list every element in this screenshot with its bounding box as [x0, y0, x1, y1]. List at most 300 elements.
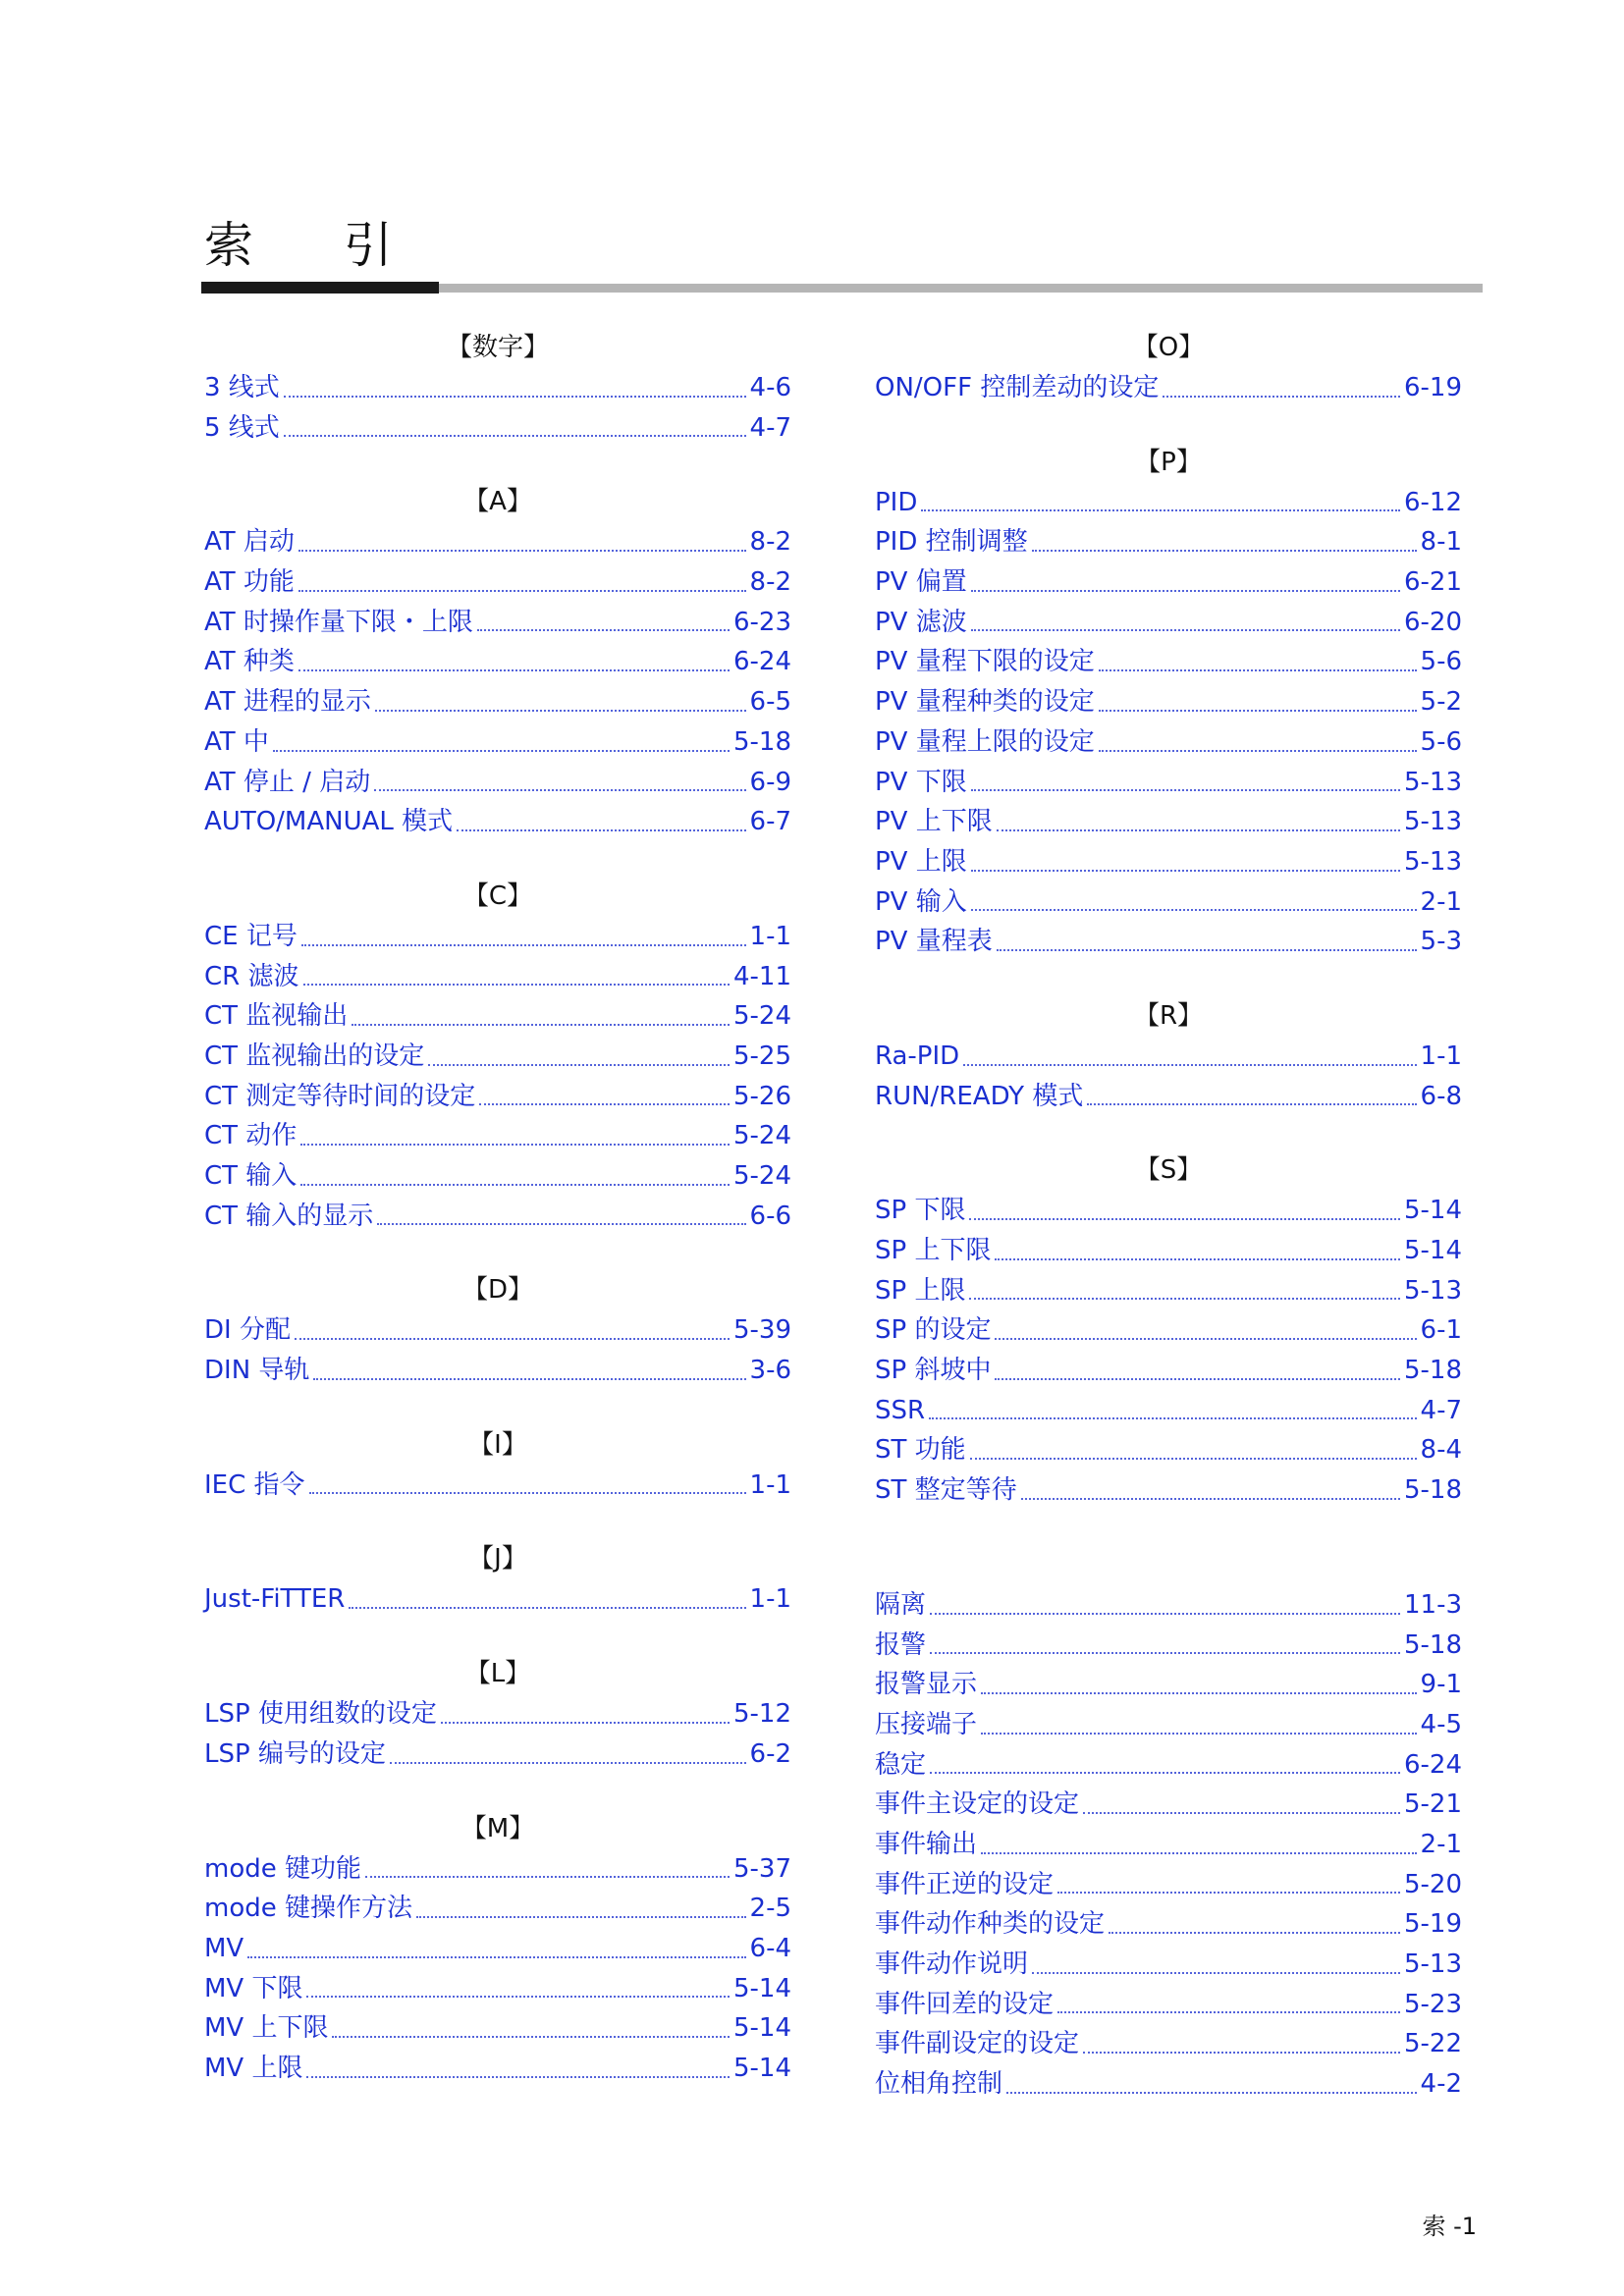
dot-leader — [1057, 1865, 1400, 1905]
dot-leader — [970, 1430, 1417, 1470]
index-term: AT 进程的显示 — [204, 687, 371, 718]
dot-leader — [300, 1156, 730, 1197]
index-term: 压接端子 — [875, 1709, 978, 1739]
page-reference: 5-22 — [1403, 2029, 1462, 2059]
page-reference: 6-24 — [732, 647, 791, 677]
index-term: 位相角控制 — [875, 2069, 1003, 2100]
dot-leader — [306, 2049, 730, 2089]
index-term: LSP 使用组数的设定 — [204, 1699, 437, 1730]
page-reference: 4-11 — [732, 961, 791, 991]
index-entry[interactable] — [204, 1197, 791, 1237]
dot-leader — [428, 1037, 730, 1077]
index-entry[interactable] — [875, 1745, 1462, 1786]
index-entry[interactable] — [875, 1231, 1462, 1271]
index-entry[interactable] — [875, 1351, 1462, 1391]
index-entry[interactable] — [204, 1116, 791, 1156]
index-entry[interactable] — [875, 922, 1462, 962]
dot-leader — [981, 1665, 1417, 1705]
page-reference: 5-13 — [1403, 1275, 1462, 1306]
page-reference: 5-6 — [1420, 647, 1462, 677]
index-entry[interactable] — [204, 1694, 791, 1735]
section-heading: 【P】 — [1135, 447, 1202, 477]
index-entry[interactable] — [875, 1191, 1462, 1231]
dot-leader — [1163, 368, 1400, 408]
index-entry[interactable] — [875, 2024, 1462, 2064]
dot-leader — [377, 1197, 745, 1237]
index-term: CT 监视输出 — [204, 1001, 349, 1032]
index-section — [204, 876, 791, 1237]
index-entry[interactable] — [875, 1865, 1462, 1905]
index-section — [875, 995, 1462, 1116]
title-rule-light — [439, 284, 1483, 293]
section-gap — [875, 1511, 1462, 1544]
index-term: PV 偏置 — [875, 567, 967, 598]
index-entry[interactable] — [204, 1156, 791, 1197]
dot-leader — [441, 1694, 730, 1735]
dot-leader — [929, 1391, 1416, 1431]
index-term: MV — [204, 1933, 244, 1963]
index-entry[interactable] — [875, 368, 1462, 408]
index-term: MV 上限 — [204, 2053, 303, 2083]
index-term: CE 记号 — [204, 921, 298, 951]
index-term: RUN/READY 模式 — [875, 1081, 1084, 1111]
index-section — [204, 1808, 791, 2089]
index-section — [204, 1269, 791, 1390]
dot-leader — [971, 763, 1400, 803]
index-term: PID 控制调整 — [875, 527, 1028, 558]
dot-leader — [930, 1585, 1400, 1626]
section-gap — [204, 1775, 791, 1808]
index-entry[interactable] — [875, 682, 1462, 722]
dot-leader — [284, 368, 746, 408]
page-reference: 6-9 — [749, 767, 791, 797]
index-term: DIN 导轨 — [204, 1356, 310, 1386]
section-gap — [204, 842, 791, 876]
dot-leader — [1021, 1470, 1400, 1511]
index-entry[interactable] — [204, 603, 791, 643]
index-section — [875, 327, 1462, 408]
page-reference: 6-23 — [732, 607, 791, 637]
page-reference: 4-2 — [1420, 2069, 1462, 2100]
index-entry[interactable] — [204, 722, 791, 763]
index-entry[interactable] — [204, 1310, 791, 1351]
page-reference: 5-18 — [1403, 1356, 1462, 1386]
dot-leader — [374, 763, 745, 803]
dot-leader — [1057, 1985, 1400, 2025]
page-reference: 11-3 — [1403, 1589, 1462, 1620]
index-entry[interactable] — [875, 1626, 1462, 1666]
index-term: AT 功能 — [204, 567, 295, 598]
page-reference: 6-2 — [749, 1738, 791, 1769]
index-entry[interactable] — [204, 996, 791, 1037]
dot-leader — [971, 842, 1400, 882]
index-term: PV 下限 — [875, 767, 967, 797]
page-reference: 6-8 — [1420, 1081, 1462, 1111]
index-entry[interactable] — [875, 483, 1462, 523]
page-reference: 2-1 — [1420, 1829, 1462, 1859]
section-heading: 【M】 — [460, 1813, 535, 1843]
section-gap — [875, 1116, 1462, 1149]
index-entry[interactable] — [204, 1969, 791, 2009]
dot-leader — [365, 1849, 730, 1890]
page-folio: 索 -1 — [1422, 2213, 1477, 2240]
dot-leader — [375, 682, 746, 722]
index-section — [204, 1653, 791, 1774]
dot-leader — [273, 722, 730, 763]
index-entry[interactable] — [875, 842, 1462, 882]
page-reference: 5-13 — [1403, 807, 1462, 837]
section-heading: 【L】 — [464, 1659, 531, 1689]
dot-leader — [303, 957, 730, 997]
index-term: SP 上下限 — [875, 1236, 992, 1265]
index-entry[interactable] — [875, 882, 1462, 923]
dot-leader — [1099, 682, 1417, 722]
dot-leader — [416, 1889, 746, 1929]
section-heading: 【S】 — [1134, 1155, 1203, 1186]
section-heading: 【C】 — [462, 881, 533, 911]
index-term: PID — [875, 487, 918, 517]
page-reference: 5-20 — [1403, 1869, 1462, 1899]
index-entry[interactable] — [875, 1985, 1462, 2025]
index-entry[interactable] — [875, 562, 1462, 603]
index-entry[interactable] — [875, 1904, 1462, 1945]
index-term: AT 中 — [204, 726, 269, 757]
index-term: PV 量程上限的设定 — [875, 726, 1095, 757]
section-heading: 【O】 — [1132, 333, 1205, 362]
index-term: 事件动作种类的设定 — [875, 1909, 1106, 1940]
dot-leader — [995, 1310, 1416, 1351]
index-entry[interactable] — [875, 1825, 1462, 1865]
index-term: SP 下限 — [875, 1196, 966, 1226]
dot-leader — [1099, 722, 1417, 763]
index-term: AT 种类 — [204, 647, 295, 677]
section-heading: 【I】 — [468, 1429, 527, 1460]
index-entry[interactable] — [204, 2049, 791, 2089]
index-term: 报警 — [875, 1629, 927, 1660]
dot-leader — [1083, 1785, 1400, 1825]
dot-leader — [981, 1825, 1417, 1865]
dot-leader — [284, 408, 746, 449]
section-gap — [204, 1620, 791, 1653]
index-left-column — [204, 327, 791, 2089]
page-reference: 5-24 — [732, 1161, 791, 1191]
index-term: 报警显示 — [875, 1670, 978, 1700]
dot-leader — [995, 1351, 1400, 1391]
page-reference: 8-2 — [749, 527, 791, 558]
page-reference: 6-6 — [749, 1201, 791, 1231]
dot-leader — [1006, 2064, 1417, 2105]
page-reference: 5-14 — [732, 2013, 791, 2044]
page-reference: 1-1 — [749, 1469, 791, 1500]
page-reference: 6-5 — [749, 687, 791, 718]
dot-leader — [1109, 1904, 1400, 1945]
index-entry[interactable] — [875, 1470, 1462, 1511]
dot-leader — [1099, 642, 1417, 682]
index-term: CT 输入 — [204, 1161, 298, 1191]
index-entry[interactable] — [204, 1466, 791, 1506]
section-gap — [875, 408, 1462, 442]
index-term: CR 滤波 — [204, 961, 299, 991]
page-reference: 5-37 — [732, 1853, 791, 1884]
dot-leader — [995, 1231, 1400, 1271]
index-entry[interactable] — [875, 522, 1462, 562]
index-entry[interactable] — [204, 1849, 791, 1890]
page-reference: 5-21 — [1403, 1789, 1462, 1820]
index-entry[interactable] — [875, 1705, 1462, 1745]
dot-leader — [963, 1037, 1416, 1077]
index-term: ST 整定等待 — [875, 1475, 1017, 1506]
page-reference: 5-2 — [1420, 687, 1462, 718]
page-reference: 6-21 — [1403, 567, 1462, 598]
page-reference: 4-6 — [749, 373, 791, 402]
page-reference: 5-19 — [1403, 1909, 1462, 1940]
page-reference: 1-1 — [749, 1584, 791, 1615]
page-reference: 5-6 — [1420, 726, 1462, 757]
index-term: PV 量程种类的设定 — [875, 687, 1095, 718]
section-gap — [204, 1505, 791, 1538]
dot-leader — [300, 1116, 730, 1156]
index-term: 事件回差的设定 — [875, 1989, 1055, 2019]
dot-leader — [349, 1579, 745, 1620]
index-term: SP 的设定 — [875, 1315, 992, 1346]
index-term: AT 启动 — [204, 527, 295, 558]
index-entry[interactable] — [204, 408, 791, 449]
index-term: CT 输入的显示 — [204, 1201, 374, 1231]
section-gap — [875, 962, 1462, 995]
page-reference: 5-18 — [732, 726, 791, 757]
dot-leader — [930, 1626, 1400, 1666]
index-term: 事件动作说明 — [875, 1949, 1029, 1979]
index-term: CT 监视输出的设定 — [204, 1041, 425, 1071]
index-entry[interactable] — [875, 763, 1462, 803]
page-reference: 6-4 — [749, 1933, 791, 1963]
dot-leader — [971, 882, 1417, 923]
dot-leader — [1083, 2024, 1400, 2064]
page-reference: 5-18 — [1403, 1629, 1462, 1660]
index-section — [875, 1544, 1462, 2105]
page-reference: 6-1 — [1420, 1315, 1462, 1346]
section-gap — [204, 1391, 791, 1424]
index-entry[interactable] — [875, 1785, 1462, 1825]
section-heading: 【J】 — [468, 1544, 527, 1575]
index-entry[interactable] — [875, 1037, 1462, 1077]
page-reference: 3-6 — [749, 1356, 791, 1386]
dot-leader — [1032, 1945, 1400, 1985]
page-reference: 6-24 — [1403, 1749, 1462, 1780]
index-term: AT 停止 / 启动 — [204, 767, 371, 797]
page-reference: 2-1 — [1420, 886, 1462, 917]
page-reference: 5-18 — [1403, 1475, 1462, 1506]
page-reference: 6-7 — [749, 807, 791, 837]
index-term: 5 线式 — [204, 412, 280, 443]
index-entry[interactable] — [875, 1391, 1462, 1431]
dot-leader — [309, 1466, 746, 1506]
index-entry[interactable] — [875, 1430, 1462, 1470]
index-term: PV 滤波 — [875, 607, 967, 637]
index-term: mode 键操作方法 — [204, 1894, 412, 1924]
page-reference: 9-1 — [1420, 1670, 1462, 1700]
index-term: CT 测定等待时间的设定 — [204, 1081, 476, 1111]
page-reference: 1-1 — [1420, 1041, 1462, 1071]
index-entry[interactable] — [204, 957, 791, 997]
dot-leader — [352, 996, 730, 1037]
index-entry[interactable] — [875, 1585, 1462, 1626]
index-right-column — [875, 327, 1462, 2105]
index-section — [204, 1538, 791, 1620]
page-reference: 4-7 — [749, 412, 791, 443]
page-reference: 8-4 — [1420, 1435, 1462, 1466]
index-term: PV 上下限 — [875, 807, 993, 837]
page-reference: 5-3 — [1420, 927, 1462, 957]
dot-leader — [997, 802, 1400, 842]
section-heading: 【R】 — [1133, 1000, 1204, 1031]
page-reference: 5-26 — [732, 1081, 791, 1111]
index-term: SSR — [875, 1395, 926, 1425]
index-term: LSP 编号的设定 — [204, 1738, 386, 1769]
index-term: PV 上限 — [875, 846, 967, 877]
page-reference: 5-12 — [732, 1699, 791, 1730]
section-heading: 【D】 — [461, 1275, 534, 1306]
index-term: 事件输出 — [875, 1829, 978, 1859]
index-section — [875, 442, 1462, 962]
page-reference: 5-25 — [732, 1041, 791, 1071]
index-entry[interactable] — [204, 368, 791, 408]
index-term: PV 输入 — [875, 886, 967, 917]
section-heading: 【数字】 — [446, 333, 549, 362]
index-term: 稳定 — [875, 1749, 927, 1780]
index-term: 事件副设定的设定 — [875, 2029, 1080, 2059]
page-reference: 8-1 — [1420, 527, 1462, 558]
index-section — [875, 1149, 1462, 1511]
page-reference: 5-13 — [1403, 1949, 1462, 1979]
dot-leader — [969, 1271, 1400, 1311]
index-entry[interactable] — [204, 1351, 791, 1391]
section-gap — [204, 1236, 791, 1269]
index-term: SP 上限 — [875, 1275, 966, 1306]
dot-leader — [477, 603, 730, 643]
index-entry[interactable] — [204, 763, 791, 803]
page-reference: 2-5 — [749, 1894, 791, 1924]
index-entry[interactable] — [204, 682, 791, 722]
index-term: CT 动作 — [204, 1121, 298, 1151]
page-reference: 5-13 — [1403, 846, 1462, 877]
index-entry[interactable] — [875, 1271, 1462, 1311]
page-reference: 8-2 — [749, 567, 791, 598]
dot-leader — [1032, 522, 1417, 562]
section-heading — [875, 1544, 1462, 1585]
index-entry[interactable] — [875, 603, 1462, 643]
index-entry[interactable] — [204, 1579, 791, 1620]
index-entry[interactable] — [204, 1077, 791, 1117]
index-entry[interactable] — [204, 2008, 791, 2049]
index-term: 3 线式 — [204, 373, 280, 402]
index-entry[interactable] — [204, 642, 791, 682]
dot-leader — [457, 802, 745, 842]
dot-leader — [969, 1191, 1400, 1231]
index-term: PV 量程表 — [875, 927, 993, 957]
dot-leader — [981, 1705, 1417, 1745]
page-reference: 5-23 — [1403, 1989, 1462, 2019]
index-term: ON/OFF 控制差动的设定 — [875, 373, 1160, 402]
page-reference: 6-19 — [1403, 373, 1462, 402]
page-reference: 5-14 — [1403, 1236, 1462, 1265]
dot-leader — [295, 1310, 730, 1351]
index-term: MV 下限 — [204, 1973, 303, 2003]
index-term: IEC 指令 — [204, 1469, 305, 1500]
index-term: mode 键功能 — [204, 1853, 361, 1884]
dot-leader — [306, 1969, 730, 2009]
dot-leader — [930, 1745, 1400, 1786]
index-term: ST 功能 — [875, 1435, 966, 1466]
index-entry[interactable] — [875, 1310, 1462, 1351]
section-gap — [204, 448, 791, 481]
page-reference: 5-24 — [732, 1001, 791, 1032]
dot-leader — [313, 1351, 745, 1391]
index-term: 隔离 — [875, 1589, 927, 1620]
index-entry[interactable] — [875, 1665, 1462, 1705]
index-entry[interactable] — [875, 1945, 1462, 1985]
index-entry[interactable] — [875, 802, 1462, 842]
index-term: PV 量程下限的设定 — [875, 647, 1095, 677]
index-entry[interactable] — [204, 1037, 791, 1077]
index-entry[interactable] — [204, 1735, 791, 1775]
index-term: DI 分配 — [204, 1315, 291, 1346]
page-reference: 5-14 — [1403, 1196, 1462, 1226]
title-rule-dark — [201, 282, 439, 294]
index-term: Ra-PID — [875, 1041, 960, 1071]
index-entry[interactable] — [204, 802, 791, 842]
section-heading: 【A】 — [463, 487, 532, 517]
dot-leader — [390, 1735, 746, 1775]
page-reference: 5-14 — [732, 1973, 791, 2003]
index-entry[interactable] — [875, 1077, 1462, 1117]
dot-leader — [971, 603, 1400, 643]
dot-leader — [298, 562, 746, 603]
index-entry[interactable] — [204, 562, 791, 603]
index-term: 事件主设定的设定 — [875, 1789, 1080, 1820]
index-section — [204, 327, 791, 448]
index-entry[interactable] — [204, 1929, 791, 1969]
dot-leader — [298, 642, 730, 682]
dot-leader — [301, 917, 746, 957]
dot-leader — [997, 922, 1417, 962]
index-section — [204, 1424, 791, 1506]
page-reference: 1-1 — [749, 921, 791, 951]
page-reference: 5-14 — [732, 2053, 791, 2083]
dot-leader — [247, 1929, 745, 1969]
index-term: SP 斜坡中 — [875, 1356, 992, 1386]
index-entry[interactable] — [875, 642, 1462, 682]
dot-leader — [921, 483, 1400, 523]
index-term: AT 时操作量下限・上限 — [204, 607, 473, 637]
page-reference: 5-13 — [1403, 767, 1462, 797]
page-reference: 6-20 — [1403, 607, 1462, 637]
index-entry[interactable] — [204, 917, 791, 957]
index-entry[interactable] — [875, 722, 1462, 763]
index-term: MV 上下限 — [204, 2013, 329, 2044]
index-entry[interactable] — [875, 2064, 1462, 2105]
index-entry[interactable] — [204, 522, 791, 562]
index-entry[interactable] — [204, 1889, 791, 1929]
index-section — [204, 481, 791, 842]
dot-leader — [479, 1077, 730, 1117]
dot-leader — [1087, 1077, 1416, 1117]
dot-leader — [298, 522, 746, 562]
index-term: AUTO/MANUAL 模式 — [204, 807, 454, 837]
page-reference: 5-39 — [732, 1315, 791, 1346]
page-reference: 4-5 — [1420, 1709, 1462, 1739]
page-title: 索 引 — [204, 217, 430, 274]
